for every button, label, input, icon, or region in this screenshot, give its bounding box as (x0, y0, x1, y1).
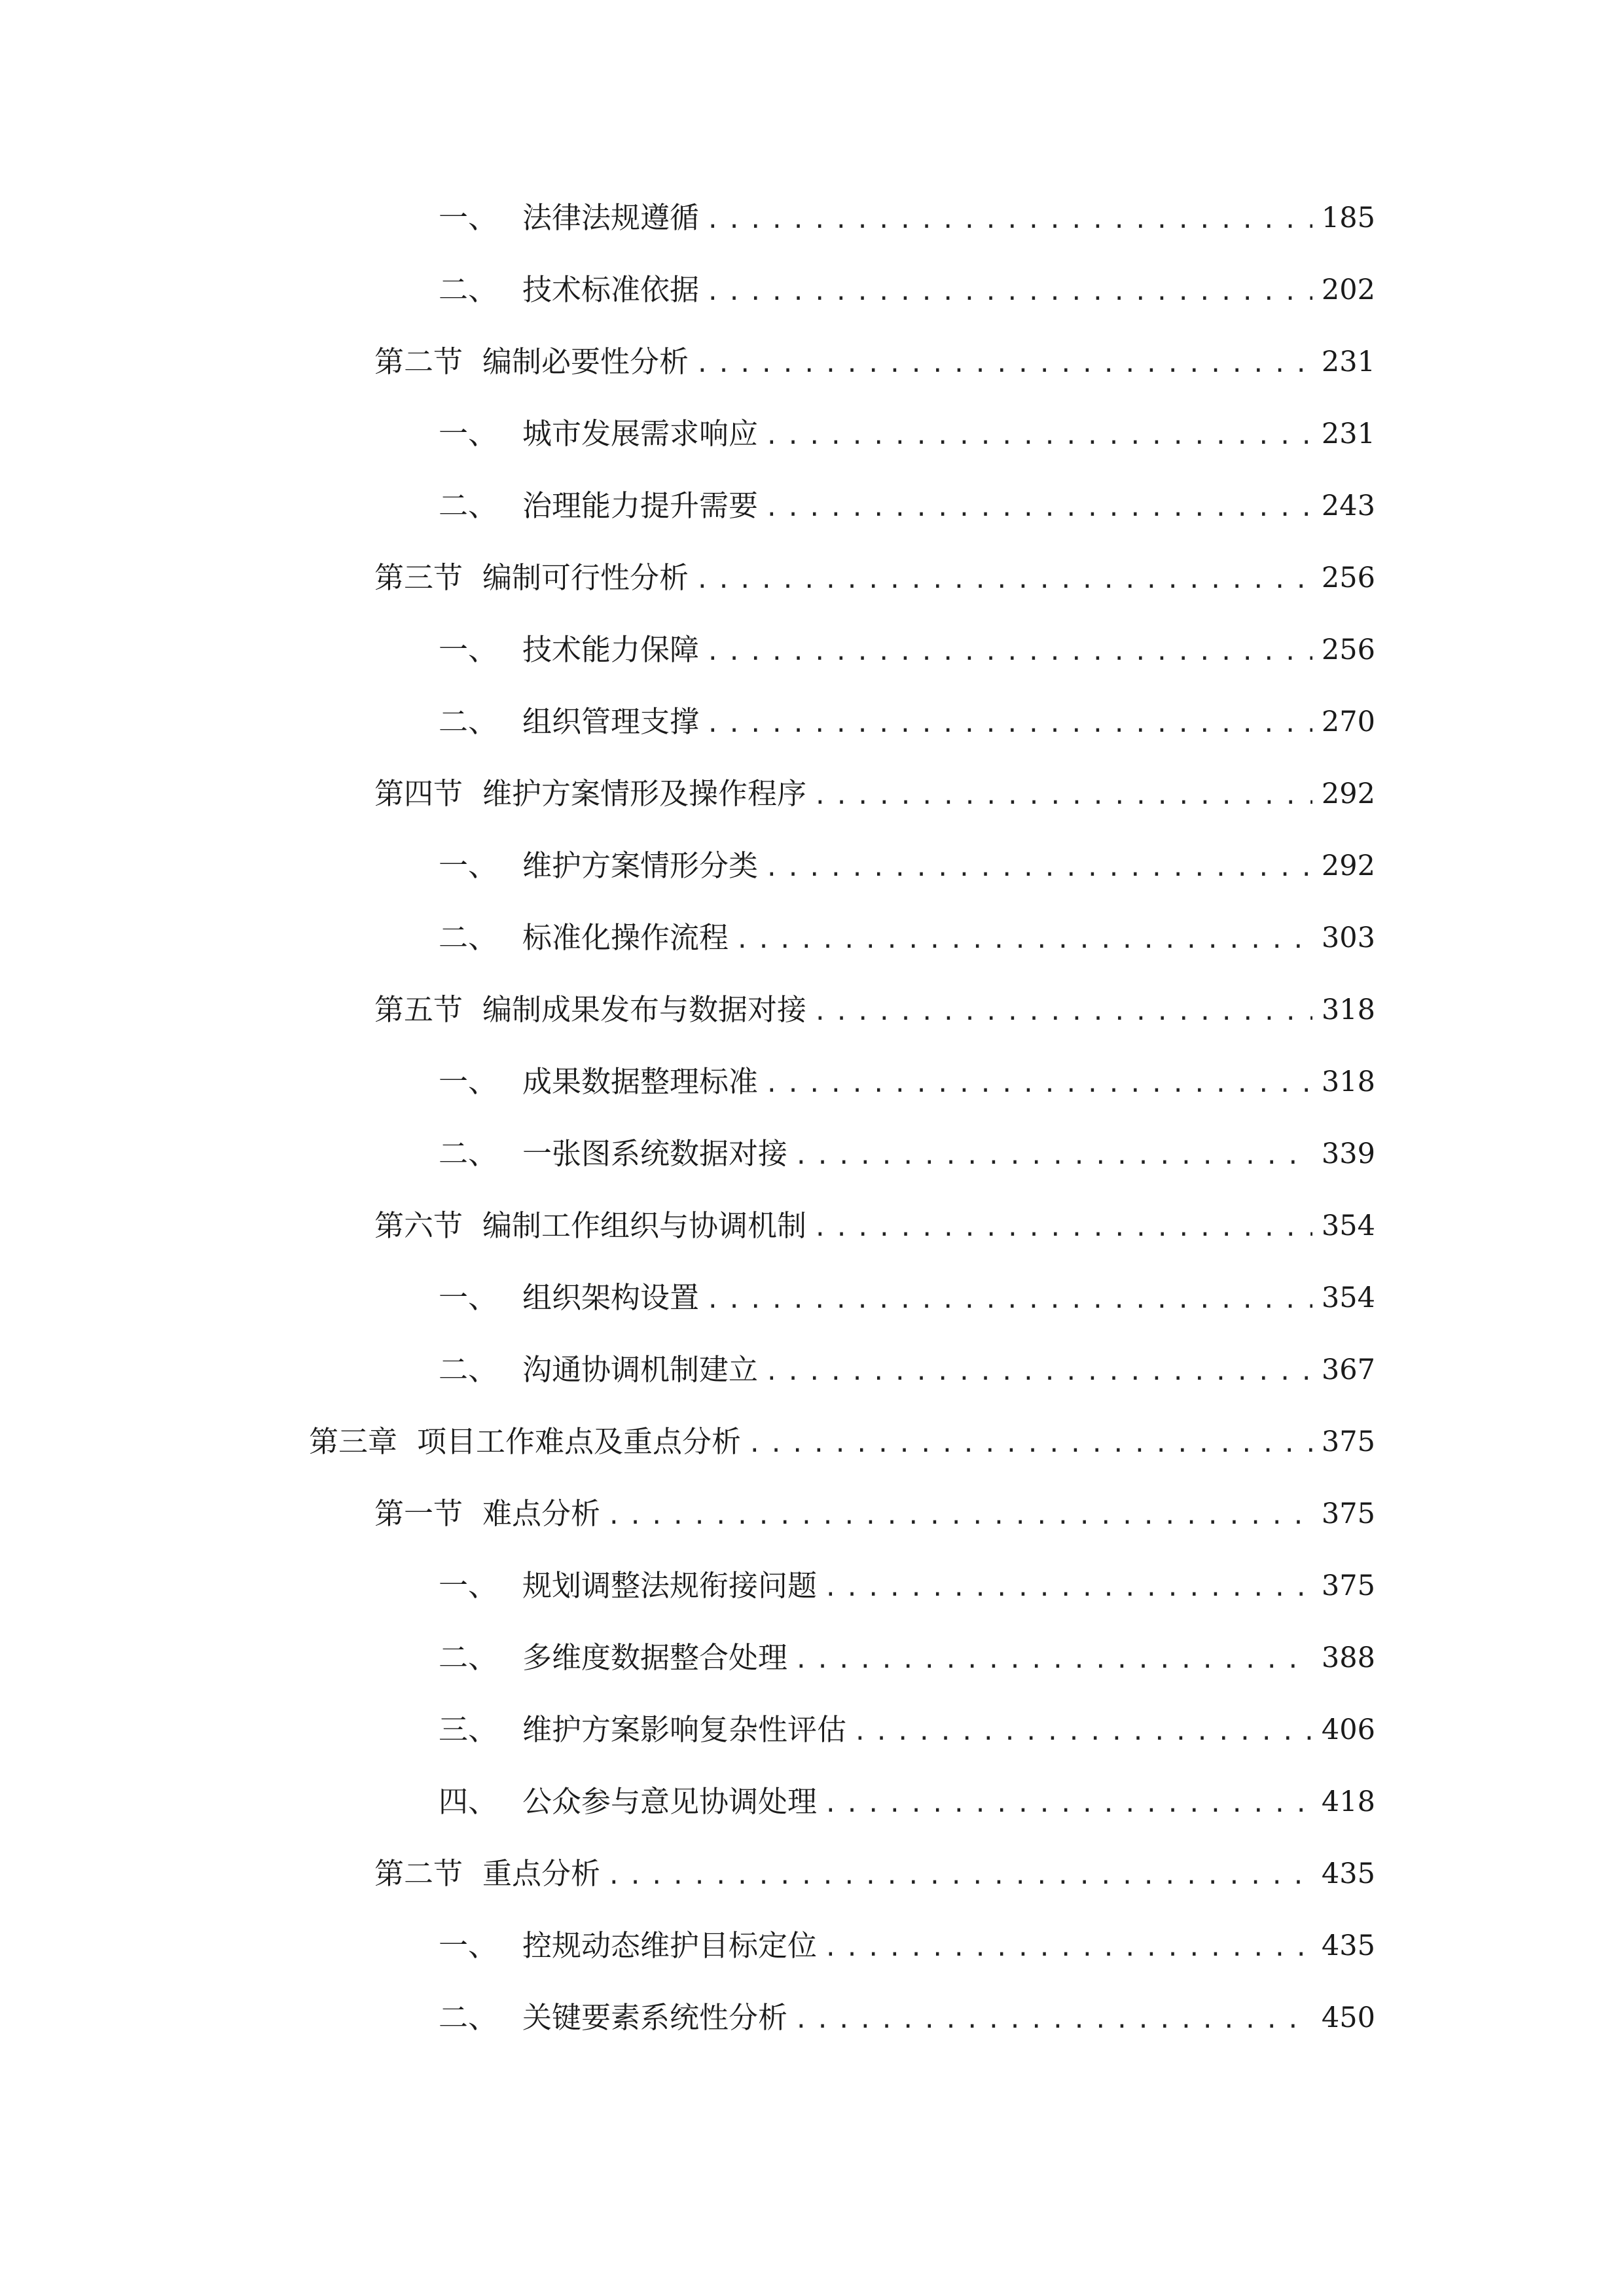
toc-entry-page: 292 (1321, 850, 1375, 882)
dot-leader (765, 1346, 1312, 1399)
toc-entry[interactable] (439, 408, 1375, 460)
dot-leader (706, 1274, 1312, 1327)
dot-leader (853, 1706, 1312, 1759)
toc-entry-page: 256 (1321, 562, 1375, 594)
toc-entry-page: 375 (1321, 1426, 1375, 1458)
toc-entry[interactable] (374, 768, 1375, 820)
toc-entry-page: 303 (1321, 922, 1375, 954)
toc-entry-page: 375 (1321, 1570, 1375, 1602)
toc-entry-title: 编制工作组织与协调机制 (482, 1208, 807, 1243)
toc-entry-page: 231 (1321, 346, 1375, 378)
toc-entry[interactable] (439, 264, 1375, 316)
dot-leader (765, 410, 1312, 463)
toc-entry[interactable] (439, 1992, 1375, 2044)
toc-entry[interactable] (439, 696, 1375, 748)
toc-entry-number: 一、 (439, 1568, 498, 1603)
toc-entry-page: 367 (1321, 1354, 1375, 1386)
toc-entry-title: 编制必要性分析 (482, 344, 689, 379)
dot-leader (735, 914, 1312, 967)
toc-entry-title: 难点分析 (482, 1496, 601, 1531)
toc-entry-page: 450 (1321, 2001, 1375, 2034)
toc-entry-page: 375 (1321, 1498, 1375, 1530)
toc-entry[interactable] (374, 552, 1375, 604)
toc-entry-number: 一、 (439, 632, 498, 667)
toc-entry[interactable] (374, 336, 1375, 388)
toc-entry-number: 二、 (439, 2000, 498, 2035)
toc-entry-title: 维护方案影响复杂性评估 (522, 1712, 847, 1747)
toc-entry[interactable] (374, 1848, 1375, 1900)
toc-entry-number: 第一节 (374, 1496, 463, 1531)
toc-entry-title: 法律法规遵循 (522, 200, 700, 235)
dot-leader (765, 842, 1312, 895)
toc-entry-title: 成果数据整理标准 (522, 1064, 759, 1099)
toc-entry[interactable] (374, 1200, 1375, 1252)
dot-leader (748, 1418, 1312, 1471)
dot-leader (765, 1058, 1312, 1111)
toc-entry-number: 第二节 (374, 1856, 463, 1891)
toc-entry-page: 318 (1321, 994, 1375, 1026)
toc-entry-page: 435 (1321, 1929, 1375, 1962)
toc-entry-number: 一、 (439, 200, 498, 235)
toc-entry-page: 354 (1321, 1210, 1375, 1242)
toc-entry[interactable] (439, 1344, 1375, 1396)
toc-entry-page: 418 (1321, 1785, 1375, 1818)
dot-leader (765, 482, 1312, 535)
dot-leader (695, 338, 1312, 391)
toc-entry[interactable] (439, 1560, 1375, 1612)
toc-entry[interactable] (439, 1632, 1375, 1684)
toc-entry-title: 公众参与意见协调处理 (522, 1784, 818, 1819)
toc-entry-title: 沟通协调机制建立 (522, 1352, 759, 1387)
toc-entry-number: 三、 (439, 1712, 498, 1747)
toc-entry-page: 435 (1321, 1857, 1375, 1890)
toc-entry[interactable] (439, 840, 1375, 892)
toc-entry-number: 二、 (439, 488, 498, 523)
toc-entry-page: 318 (1321, 1066, 1375, 1098)
toc-entry[interactable] (439, 912, 1375, 964)
toc-entry-number: 二、 (439, 1352, 498, 1387)
toc-entry-number: 一、 (439, 848, 498, 883)
dot-leader (813, 1202, 1312, 1255)
toc-entry-number: 一、 (439, 416, 498, 451)
toc-entry-page: 243 (1321, 490, 1375, 522)
toc-entry-number: 二、 (439, 272, 498, 307)
toc-entry-title: 维护方案情形分类 (522, 848, 759, 883)
toc-entry-title: 标准化操作流程 (522, 920, 729, 955)
toc-entry-number: 二、 (439, 1640, 498, 1675)
toc-entry-number: 一、 (439, 1280, 498, 1315)
dot-leader (794, 1634, 1312, 1687)
toc-entry-page: 292 (1321, 778, 1375, 810)
toc-entry[interactable] (439, 1056, 1375, 1108)
toc-entry-title: 技术能力保障 (522, 632, 700, 667)
toc-entry[interactable] (439, 1128, 1375, 1180)
toc-entry[interactable] (374, 984, 1375, 1036)
toc-entry-number: 二、 (439, 920, 498, 955)
dot-leader (706, 626, 1312, 679)
toc-entry-number: 第四节 (374, 776, 463, 811)
dot-leader (706, 266, 1312, 319)
toc-entry-title: 项目工作难点及重点分析 (417, 1424, 742, 1459)
toc-entry-number: 第三章 (309, 1424, 398, 1459)
dot-leader (706, 698, 1312, 751)
toc-entry-page: 231 (1321, 418, 1375, 450)
dot-leader (813, 770, 1312, 823)
dot-leader (823, 1778, 1312, 1831)
toc-entry-title: 重点分析 (482, 1856, 601, 1891)
toc-entry[interactable] (439, 1920, 1375, 1972)
toc-entry-title: 一张图系统数据对接 (522, 1136, 788, 1171)
toc-entry-number: 第三节 (374, 560, 463, 595)
toc-entry-title: 治理能力提升需要 (522, 488, 759, 523)
toc-entry-title: 关键要素系统性分析 (522, 2000, 788, 2035)
toc-entry-number: 二、 (439, 1136, 498, 1171)
toc-entry-number: 一、 (439, 1928, 498, 1963)
toc-entry-title: 规划调整法规衔接问题 (522, 1568, 818, 1603)
toc-entry-page: 202 (1321, 274, 1375, 306)
toc-entry[interactable] (439, 1704, 1375, 1756)
toc-entry-page: 388 (1321, 1641, 1375, 1674)
toc-entry-page: 354 (1321, 1282, 1375, 1314)
toc-entry-title: 维护方案情形及操作程序 (482, 776, 807, 811)
toc-entry-number: 第二节 (374, 344, 463, 379)
dot-leader (607, 1490, 1312, 1543)
toc-entry-number: 二、 (439, 704, 498, 739)
toc-entry-title: 技术标准依据 (522, 272, 700, 307)
toc-entry-number: 第五节 (374, 992, 463, 1027)
toc-entry[interactable] (439, 1776, 1375, 1828)
toc-entry-title: 控规动态维护目标定位 (522, 1928, 818, 1963)
toc-entry[interactable] (439, 624, 1375, 676)
toc-entry-title: 多维度数据整合处理 (522, 1640, 788, 1675)
dot-leader (607, 1850, 1312, 1903)
toc-entry-number: 四、 (439, 1784, 498, 1819)
dot-leader (794, 1130, 1312, 1183)
dot-leader (813, 986, 1312, 1039)
toc-entry-title: 城市发展需求响应 (522, 416, 759, 451)
toc-entry-page: 270 (1321, 706, 1375, 738)
toc-entry-title: 编制可行性分析 (482, 560, 689, 595)
dot-leader (695, 554, 1312, 607)
dot-leader (823, 1562, 1312, 1615)
toc-entry-number: 一、 (439, 1064, 498, 1099)
toc-entry[interactable] (439, 192, 1375, 244)
toc-entry-title: 组织管理支撑 (522, 704, 700, 739)
dot-leader (823, 1922, 1312, 1975)
toc-entry-page: 185 (1321, 202, 1375, 234)
toc-entry-page: 339 (1321, 1138, 1375, 1170)
dot-leader (794, 1994, 1312, 2047)
toc-entry[interactable] (374, 1488, 1375, 1540)
toc-entry-page: 406 (1321, 1713, 1375, 1746)
dot-leader (706, 194, 1312, 247)
toc-entry-number: 第六节 (374, 1208, 463, 1243)
toc-entry[interactable] (309, 1416, 1375, 1468)
toc-entry[interactable] (439, 480, 1375, 532)
toc-entry[interactable] (439, 1272, 1375, 1324)
toc-entry-page: 256 (1321, 634, 1375, 666)
toc-entry-title: 编制成果发布与数据对接 (482, 992, 807, 1027)
toc-entry-title: 组织架构设置 (522, 1280, 700, 1315)
